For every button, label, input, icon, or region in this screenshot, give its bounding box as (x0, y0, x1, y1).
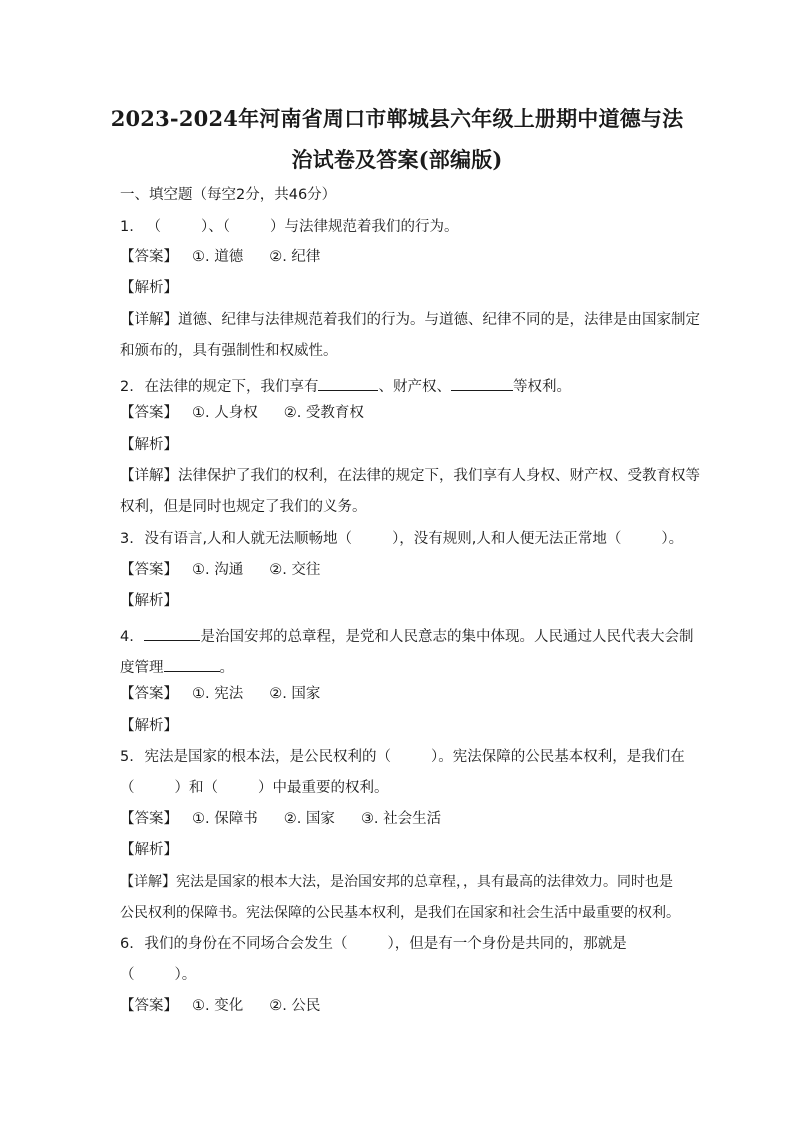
question-number: 5. (120, 749, 134, 765)
answer-item: ③. 社会生活 (360, 811, 442, 827)
answer-item: ②. 国家 (283, 811, 335, 827)
detail-text: 【详解】道德、纪律与法律规范着我们的行为。与道德、纪律不同的是，法律是由国家制定 (120, 312, 700, 328)
question-5: 5. 宪法是国家的根本法，是公民权利的（ ）。宪法保障的公民基本权利，是我们在 (120, 749, 685, 765)
fill-blank (318, 376, 378, 391)
question-6: 6. 我们的身份在不同场合会发生（ ），但是有一个身份是共同的，那就是 (120, 936, 627, 952)
answer-row-5 (120, 812, 467, 827)
answer-row-2 (120, 406, 390, 421)
answer-tag: 【答案】 (120, 562, 178, 578)
answer-item: ②. 公民 (269, 998, 321, 1014)
analysis-tag: 【解析】 (120, 437, 178, 453)
detail-text: 公民权利的保障书。宪法保障的公民基本权利，是我们在国家和社会生活中最重要的权利。 (120, 905, 680, 921)
answer-tag: 【答案】 (120, 405, 178, 421)
analysis-tag: 【解析】 (120, 280, 178, 296)
answer-tag: 【答案】 (120, 998, 178, 1014)
answer-item: ②. 受教育权 (283, 405, 364, 421)
answer-item: ②. 纪律 (269, 249, 321, 265)
answer-item: ①. 变化 (192, 998, 244, 1014)
question-4-line2: 度管理 。 (120, 657, 234, 676)
page-title-line1: 2023-2024年河南省周口市郸城县六年级上册期中道德与法 (110, 106, 684, 131)
detail-text: 权利，但是同时也规定了我们的义务。 (120, 499, 367, 515)
analysis-tag: 【解析】 (120, 842, 178, 858)
answer-row-1 (120, 250, 346, 265)
question-number: 4. (120, 629, 134, 645)
question-1: 1. （ ）、（ ）与法律规范着我们的行为。 (120, 219, 459, 235)
fill-blank (144, 626, 200, 641)
page-title-line2: 治试卷及答案(部编版) (291, 147, 503, 172)
answer-row-6 (120, 999, 346, 1014)
section-heading: 一、填空题（每空2分，共46分） (120, 187, 337, 203)
answer-item: ①. 人身权 (192, 405, 258, 421)
answer-row-3 (120, 563, 346, 578)
question-number: 2. (120, 379, 134, 395)
question-4: 4. 是治国安邦的总章程，是党和人民意志的集中体现。人民通过人民代表大会制 (120, 626, 693, 645)
detail-text: 【详解】法律保护了我们的权利，在法律的规定下，我们享有人身权、财产权、受教育权等 (120, 468, 700, 484)
question-6-line2: （ ）。 (120, 967, 197, 983)
answer-item: ①. 沟通 (192, 562, 244, 578)
detail-text: 和颁布的，具有强制性和权威性。 (120, 343, 338, 359)
question-2: 2. 在法律的规定下，我们享有 、财产权、 等权利。 (120, 376, 571, 395)
answer-item: ①. 保障书 (192, 811, 258, 827)
question-number: 1. (120, 219, 134, 235)
answer-item: ②. 国家 (269, 686, 321, 702)
answer-item: ②. 交往 (269, 562, 321, 578)
fill-blank (164, 657, 220, 672)
question-number: 3. (120, 531, 134, 547)
question-5-line2: （ ）和（ ）中最重要的权利。 (120, 780, 389, 796)
detail-text: 【详解】宪法是国家的根本大法，是治国安邦的总章程，，具有最高的法律效力。同时也是 (120, 874, 673, 890)
analysis-tag: 【解析】 (120, 593, 178, 609)
answer-row-4 (120, 687, 346, 702)
answer-tag: 【答案】 (120, 686, 178, 702)
answer-item: ①. 道德 (192, 249, 244, 265)
answer-tag: 【答案】 (120, 811, 178, 827)
fill-blank (451, 376, 513, 391)
answer-tag: 【答案】 (120, 249, 178, 265)
answer-item: ①. 宪法 (192, 686, 244, 702)
question-3: 3. 没有语言,人和人就无法顺畅地（ ），没有规则,人和人便无法正常地（ ）。 (120, 531, 684, 547)
analysis-tag: 【解析】 (120, 718, 178, 734)
question-number: 6. (120, 936, 134, 952)
